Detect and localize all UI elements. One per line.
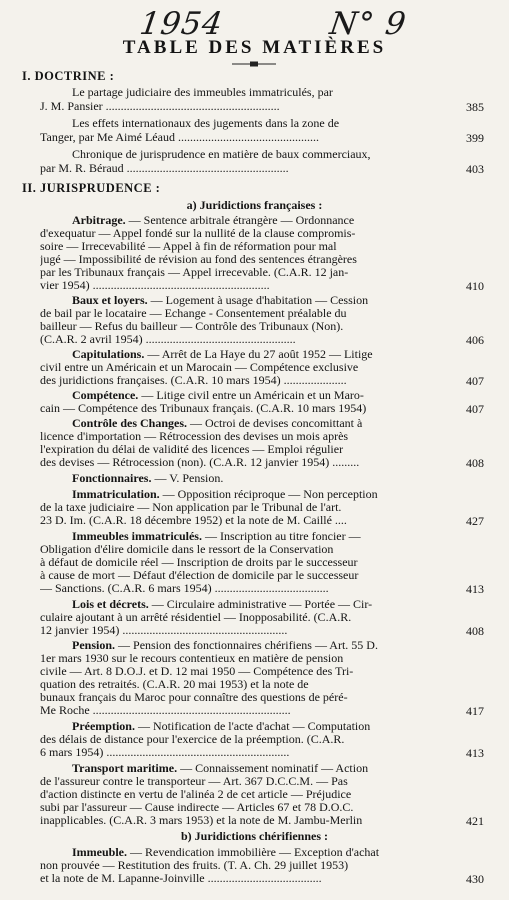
page-number: 421	[466, 814, 484, 828]
entry-line: bunaux français du Maroc pour connaître des questions de péré-	[40, 691, 348, 704]
page-number: 417	[466, 704, 484, 718]
entry-capitulations: Capitulations. — Arrêt de La Haye du 27 août 1952 — Litige	[72, 348, 373, 361]
section-heading-jurisprudence: II. JURISPRUDENCE :	[22, 181, 161, 195]
page-number: 385	[466, 100, 484, 114]
entry-line: 12 janvier 1954) .......................................................	[40, 624, 288, 637]
page-number: 410	[466, 279, 484, 293]
page-number: 407	[466, 402, 484, 416]
entry-line: 23 D. Im. (C.A.R. 18 décembre 1952) et la note de M. Caillé ....	[40, 514, 347, 527]
page-number: 399	[466, 131, 484, 145]
entry-line: quation des retraités. (C.A.R. 20 mai 1953) et la note de	[40, 678, 309, 691]
entry-controle-changes: Contrôle des Changes. — Octroi de devises concomittant à	[72, 417, 363, 430]
entry-line: par M. R. Béraud ......................................................	[40, 162, 289, 175]
entry-line: Obligation d'élire domicile dans le ressort de la Conservation	[40, 543, 334, 556]
page-number: 427	[466, 514, 484, 528]
entry-line: 6 mars 1954) .............................................................	[40, 746, 290, 759]
entry-line: — Sanctions. (C.A.R. 6 mars 1954) ......................................	[40, 582, 329, 595]
page-number: 406	[466, 333, 484, 347]
entry-line: vier 1954) ...........................................................	[40, 279, 270, 292]
handwritten-issue-number: N° 9	[327, 6, 409, 42]
entry-line: bailleur — Refus du bailleur — Contrôle des Tribunaux (Non).	[40, 320, 344, 333]
entry-line: licence d'importation — Rétrocession des devises un mois après	[40, 430, 349, 443]
page-number: 407	[466, 374, 484, 388]
entry-line: (C.A.R. 2 avril 1954) ..................................................	[40, 333, 296, 346]
entry-preemption: Préemption. — Notification de l'acte d'achat — Computation	[72, 720, 371, 733]
entry-line: Le partage judiciaire des immeubles immatriculés, par	[72, 86, 333, 99]
entry-line: des délais de distance pour l'exercice de la préemption. (C.A.R.	[40, 733, 345, 746]
entry-line: l'expiration du délai de validité des licences — Emploi régulier	[40, 443, 344, 456]
entry-competence: Compétence. — Litige civil entre un Américain et un Maro-	[72, 389, 364, 402]
entry-line: de la taxe judiciaire — Non application par le Tribunal de l'art.	[40, 501, 342, 514]
entry-fonctionnaires: Fonctionnaires. — V. Pension.	[72, 472, 224, 485]
entry-line: de bail par le locataire — Echange - Consentement préalable du	[40, 307, 347, 320]
section-heading-doctrine: I. DOCTRINE :	[22, 69, 115, 83]
entry-line: civile — Art. 8 D.O.J. et D. 12 mai 1950 — Compétence des Tri-	[40, 665, 354, 678]
handwritten-year: 1954	[137, 6, 226, 42]
entry-line: par les Tribunaux français — Appel irrecevable. (C.A.R. 12 jan-	[40, 266, 349, 279]
entry-line: J. M. Pansier ..........................................................	[40, 100, 280, 113]
page-number: 403	[466, 162, 484, 176]
entry-pension: Pension. — Pension des fonctionnaires chérifiens — Art. 55 D.	[72, 639, 378, 652]
entry-line: Me Roche ..................................................................	[40, 704, 291, 717]
page-number: 413	[466, 746, 484, 760]
page-number: 408	[466, 456, 484, 470]
page-title: TABLE DES MATIÈRES	[122, 37, 387, 58]
entry-line: subi par l'assureur — Cause indirecte — Articles 67 et 78 D.O.C.	[40, 801, 354, 814]
entry-line: Les effets internationaux des jugements dans la zone de	[72, 117, 340, 130]
entry-line: jugé — Impossibilité de révision au fond des sentences étrangères	[40, 253, 357, 266]
entry-transport-maritime: Transport maritime. — Connaissement nominatif — Action	[72, 762, 369, 775]
page-number: 408	[466, 624, 484, 638]
entry-line: inapplicables. (C.A.R. 3 mars 1953) et la note de M. Jambu-Merlin	[40, 814, 363, 827]
entry-immeubles-immatricules: Immeubles immatriculés. — Inscription au titre foncier —	[72, 530, 361, 543]
page-number: 430	[466, 872, 484, 886]
title-ornament	[232, 60, 276, 68]
entry-line: à défaut de domicile réel — Inscription de droits par le successeur	[40, 556, 358, 569]
subsection-heading-cherifiennes: b) Juridictions chérifiennes :	[181, 829, 328, 843]
subsection-heading-francaises: a) Juridictions françaises :	[186, 198, 323, 212]
entry-line: et la note de M. Lapanne-Joinville ......................................	[40, 872, 322, 885]
entry-lois-decrets: Lois et décrets. — Circulaire administrative — Portée — Cir-	[72, 598, 373, 611]
entry-line: cain — Compétence des Tribunaux français. (C.A.R. 10 mars 1954)	[40, 402, 367, 415]
entry-line: d'action distincte en vertu de l'alinéa 2 de cet article — Préjudice	[40, 788, 352, 801]
entry-line: de l'assureur contre le transporteur — Art. 367 D.C.C.M. — Pas	[40, 775, 348, 788]
entry-line: civil entre un Américain et un Marocain — Compétence exclusive	[40, 361, 359, 374]
entry-line: à cause de mort — Défaut d'élection de domicile par le successeur	[40, 569, 359, 582]
page-number: 413	[466, 582, 484, 596]
entry-line: soire — Irrecevabilité — Appel à fin de réformation pour mal	[40, 240, 337, 253]
entry-line: des juridictions françaises. (C.A.R. 10 mars 1954) .....................	[40, 374, 347, 387]
entry-arbitrage: Arbitrage. — Sentence arbitrale étrangère — Ordonnance	[72, 214, 355, 227]
entry-line: culaire ajoutant à un arrêté résidentiel — Inopposabilité. (C.A.R.	[40, 611, 352, 624]
entry-line: 1er mars 1930 sur le recours contentieux en matière de pension	[40, 652, 344, 665]
entry-baux-loyers: Baux et loyers. — Logement à usage d'habitation — Cession	[72, 294, 369, 307]
entry-line: non prouvée — Restitution des fruits. (T. A. Ch. 29 juillet 1953)	[40, 859, 349, 872]
entry-line: Chronique de jurisprudence en matière de baux commerciaux,	[72, 148, 371, 161]
entry-immatriculation: Immatriculation. — Opposition réciproque — Non perception	[72, 488, 378, 501]
entry-line: des devises — Rétrocession (non). (C.A.R. 12 janvier 1954) .........	[40, 456, 360, 469]
entry-line: Tanger, par Me Aimé Léaud ...............................................	[40, 131, 319, 144]
entry-immeuble: Immeuble. — Revendication immobilière — Exception d'achat	[72, 846, 380, 859]
entry-line: d'exequatur — Appel fondé sur la nullité de la clause compromis-	[40, 227, 356, 240]
